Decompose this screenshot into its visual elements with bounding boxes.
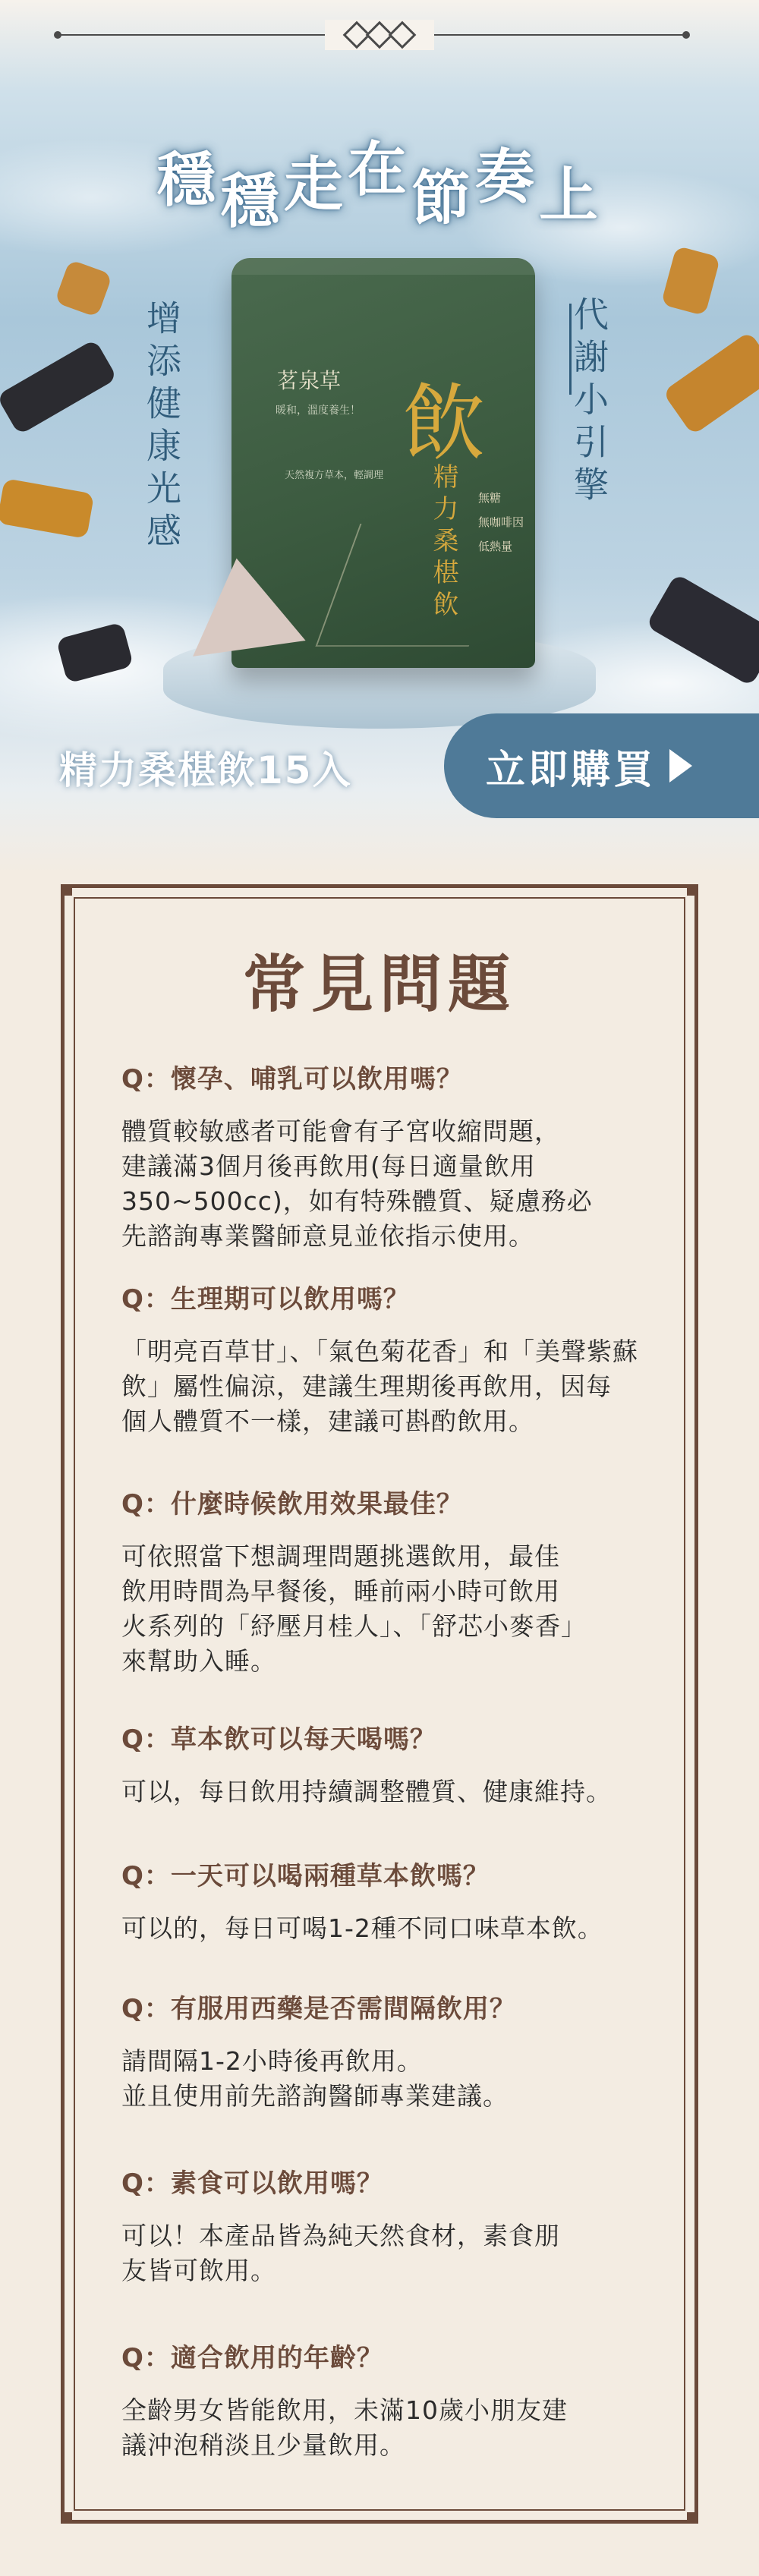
herb-image: [663, 331, 759, 436]
tea-bag-image: [180, 550, 305, 657]
faq-answer: 可以，每日飲用持續調整體質、健康維持。: [121, 1777, 612, 1806]
faq-question: Q：懷孕、哺乳可以飲用嗎？: [121, 1064, 463, 1094]
faq-answer: 請間隔1-2小時後再飲用。 並且使用前先諮詢醫師專業建議。: [121, 2046, 509, 2111]
mulberry-image: [646, 573, 759, 686]
faq-item: [121, 1488, 676, 1723]
faq-answer: 全齡男女皆能飲用，未滿10歲小朋友建 議沖泡稍淡且少量飲用。: [121, 2395, 568, 2460]
bag-subtitle: 天然複方草本，輕調理: [285, 470, 384, 481]
bag-big-char: 飲: [402, 375, 486, 472]
right-tagline: 代謝小引擎: [568, 296, 609, 509]
faq-title: 常見問題: [242, 949, 516, 1021]
bag-product-name: 精力桑椹飲: [428, 463, 458, 622]
faq-question: Q：生理期可以飲用嗎？: [121, 1284, 410, 1315]
faq-item: [121, 1063, 676, 1283]
buy-now-label: 立即購買: [486, 747, 657, 793]
bag-tags: 無糖 無咖啡因 低熱量: [478, 491, 524, 553]
faq-question: Q：什麼時候飲用效果最佳？: [121, 1489, 463, 1519]
bag-slogan: 暖和，溫度養生！: [276, 405, 361, 417]
diamond-ornament-icon: [325, 20, 434, 50]
faq-question: Q：素食可以飲用嗎？: [121, 2168, 383, 2199]
banner-headline: 穩穩走在節奏上: [156, 135, 603, 236]
faq-answer: 「明亮百草甘」、「氣色菊花香」和「美聲紫蘇 飲」屬性偏涼，建議生理期後再飲用，因每 個人體質不一樣，建議可斟酌飲用。: [121, 1337, 638, 1436]
buy-now-button[interactable]: [444, 713, 759, 818]
faq-item: [121, 1283, 676, 1488]
herb-illustration: [316, 524, 514, 647]
faq-item: [121, 1723, 676, 1860]
left-tagline: 增添健康光感: [141, 300, 182, 555]
herb-image: [55, 260, 113, 318]
product-banner: [0, 0, 759, 873]
faq-answer: 可依照當下想調理問題挑選飲用，最佳 飲用時間為早餐後，睡前兩小時可飲用 火系列的「紓壓月桂人」、「舒芯小麥香」 來幫助入睡。: [121, 1542, 587, 1676]
faq-item: [121, 2167, 676, 2341]
herb-image: [0, 478, 94, 539]
faq-item: [121, 2341, 676, 2463]
faq-question: Q：一天可以喝兩種草本飲嗎？: [121, 1861, 490, 1891]
faq-item: [121, 1860, 676, 1992]
faq-answer: 可以的，每日可喝1-2種不同口味草本飲。: [121, 1913, 603, 1943]
faq-item: [121, 1992, 676, 2167]
faq-answer: 體質較敏感者可能會有子宮收縮問題， 建議滿3個月後再飲用(每日適量飲用 350~500cc)，如有特殊體質、疑慮務必 先諮詢專業醫師意見並依指示使用。: [121, 1116, 593, 1251]
mulberry-image: [56, 622, 134, 683]
faq-question: Q：草本飲可以每天喝嗎？: [121, 1724, 436, 1755]
mulberry-image: [0, 339, 118, 436]
play-arrow-icon: [669, 749, 692, 783]
faq-answer: 可以！本產品皆為純天然食材，素食朋 友皆可飲用。: [121, 2221, 560, 2285]
faq-list: [121, 1063, 676, 2463]
faq-question: Q：有服用西藥是否需間隔飲用？: [121, 1994, 516, 2024]
faq-question: Q：適合飲用的年齡？: [121, 2343, 383, 2373]
herb-image: [661, 246, 721, 316]
product-name: 精力桑椹飲15入: [59, 748, 352, 792]
bag-brand: 茗泉草: [277, 368, 342, 393]
